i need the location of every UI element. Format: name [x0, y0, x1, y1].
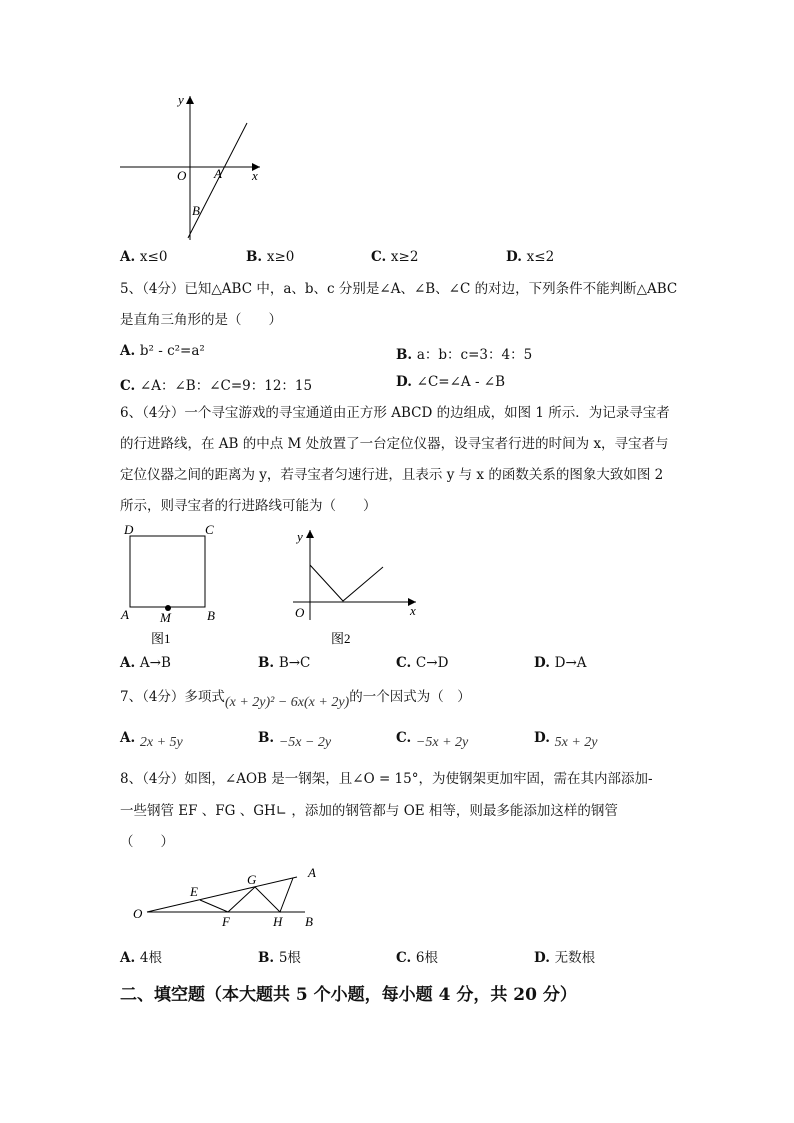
q8-e-label: E	[190, 884, 198, 899]
q8-o-label: O	[133, 906, 143, 921]
q6-fig2-o-label: O	[295, 605, 305, 620]
q4-a-label: A	[214, 166, 222, 181]
q8-option-d[interactable]: D. 无数根	[534, 950, 596, 966]
q7-option-d[interactable]: D. 5x + 2y	[534, 730, 598, 750]
q6-stem-line4: 所示，则寻宝者的行进路线可能为（ ）	[120, 498, 377, 514]
q6-figure2	[288, 525, 428, 650]
q8-h-label: H	[273, 914, 283, 929]
q7-expression: (x + 2y)² − 6x(x + 2y)	[224, 695, 350, 710]
q4-y-label: y	[178, 92, 184, 107]
q7-option-c[interactable]: C. −5x + 2y	[396, 730, 469, 750]
q5-option-c[interactable]: C. ∠A：∠B：∠C=9：12：15	[120, 378, 313, 394]
q6-stem-line3: 定位仪器之间的距离为 y，若寻宝者匀速行进，且表示 y 与 x 的函数关系的图象大致如图 2	[120, 467, 664, 483]
q8-g-label: G	[247, 872, 257, 887]
q5-option-b[interactable]: B. a：b：c=3：4：5	[396, 347, 533, 363]
q6-fig1-c-label: C	[205, 522, 214, 537]
q4-x-label: x	[252, 168, 258, 183]
q6-option-a[interactable]: A. A→B	[120, 655, 171, 671]
q8-figure	[125, 862, 330, 932]
q7-stem-prefix: 7、（4分）多项式	[120, 689, 225, 705]
q5-option-d[interactable]: D. ∠C=∠A - ∠B	[396, 374, 506, 390]
q7-option-b[interactable]: B. −5x − 2y	[258, 730, 332, 750]
q6-fig1-m-label: M	[160, 610, 171, 625]
q6-fig2-caption: 图2	[331, 631, 351, 646]
q8-option-b[interactable]: B. 5根	[258, 950, 301, 966]
q5-stem-line1: 5、（4分）已知△ABC 中，a、b、c 分别是∠A、∠B、∠C 的对边，下列条件不能判断△ABC	[120, 281, 678, 297]
q8-a-label: A	[308, 865, 316, 880]
q5-stem-line2: 是直角三角形的是（ ）	[120, 312, 282, 328]
q6-fig1-b-label: B	[207, 608, 215, 623]
q8-option-c[interactable]: C. 6根	[396, 950, 439, 966]
section-2-heading: 二、填空题（本大题共 5 个小题，每小题 4 分，共 20 分）	[120, 985, 577, 1005]
q8-stem-line1: 8、（4分）如图，∠AOB 是一钢架，且∠O = 15°，为使钢架更加牢固，需在其内部添加-	[120, 771, 653, 787]
q4-option-d[interactable]: D. x≤2	[506, 249, 555, 265]
q6-stem-line2: 的行进路线，在 AB 的中点 M 处放置了一台定位仪器，设寻宝者行进的时间为 x，寻宝者与	[120, 436, 669, 452]
q6-figure1	[115, 520, 225, 650]
q8-b-label: B	[305, 914, 313, 929]
q6-fig1-a-label: A	[121, 607, 129, 622]
q6-stem-line1: 6、（4分）一个寻宝游戏的寻宝通道由正方形 ABCD 的边组成，如图 1 所示．为记录寻宝者	[120, 405, 670, 421]
q7-stem-suffix: 的一个因式为（ ）	[349, 689, 471, 705]
q6-option-d[interactable]: D. D→A	[534, 655, 587, 671]
q6-fig1-d-label: D	[124, 522, 134, 537]
q7-option-a[interactable]: A. 2x + 5y	[120, 730, 183, 750]
q8-stem-line3: （ ）	[120, 834, 174, 850]
q7-stem	[120, 688, 471, 710]
q6-fig2-y-label: y	[297, 529, 303, 544]
q4-option-a[interactable]: A. x≤0	[120, 249, 168, 265]
q6-fig1-caption: 图1	[151, 631, 171, 646]
q5-option-a[interactable]: A. b² - c²=a²	[120, 343, 205, 359]
q4-b-label: B	[192, 203, 200, 218]
q8-option-a[interactable]: A. 4根	[120, 950, 162, 966]
q4-graph	[110, 88, 280, 248]
q8-f-label: F	[222, 914, 230, 929]
q8-stem-line2: 一些钢管 EF 、FG 、GH∟ ，添加的钢管都与 OE 相等，则最多能添加这样的钢管	[120, 803, 618, 819]
q6-fig2-x-label: x	[410, 603, 416, 618]
q4-option-c[interactable]: C. x≥2	[371, 249, 419, 265]
q4-origin-label: O	[177, 168, 187, 183]
q6-option-b[interactable]: B. B→C	[258, 655, 311, 671]
q6-option-c[interactable]: C. C→D	[396, 655, 449, 671]
q4-option-b[interactable]: B. x≥0	[246, 249, 295, 265]
